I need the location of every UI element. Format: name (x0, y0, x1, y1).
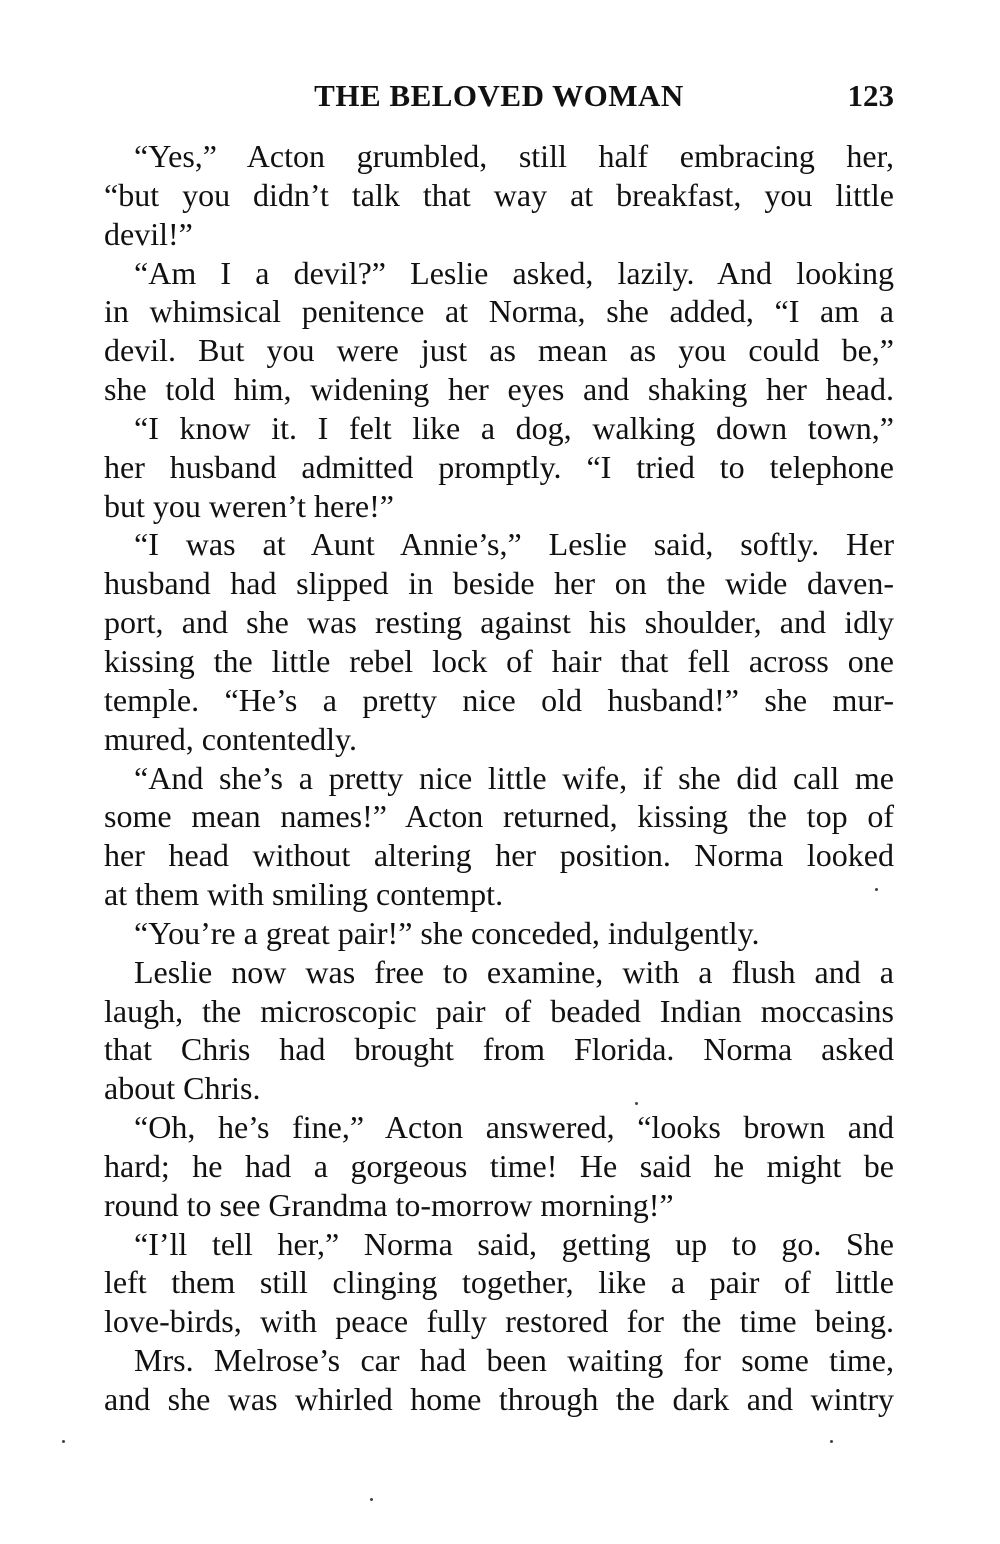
text-line: round to see Grandma to-morrow morning!” (104, 1186, 674, 1223)
text-line: that Chris had brought from Florida. Norma asked (104, 1031, 894, 1068)
text-line: husband had slipped in beside her on the wide daven- (104, 565, 894, 602)
text-line: and she was whirled home through the dark and wintry (104, 1381, 894, 1417)
body-text (104, 137, 894, 1419)
text-line: but you weren’t here!” (104, 487, 394, 524)
text-line: her husband admitted promptly. “I tried to telephone (104, 448, 894, 485)
scan-speck (635, 1102, 638, 1105)
running-head (104, 78, 894, 122)
text-line: Mrs. Melrose’s car had been waiting for some time, (134, 1342, 894, 1379)
text-line: about Chris. (104, 1070, 261, 1107)
text-line: her head without altering her position. Norma looked (104, 837, 894, 874)
text-line: mured, contentedly. (104, 720, 357, 757)
text-line: in whimsical penitence at Norma, she added, “I am a (104, 293, 894, 330)
text-line: devil. But you were just as mean as you could be,” (104, 332, 894, 369)
running-title: THE BELOVED WOMAN (314, 78, 684, 113)
text-line: “Am I a devil?” Leslie asked, lazily. And looking (134, 254, 894, 291)
text-line: love-birds, with peace fully restored for the time being. (104, 1303, 894, 1340)
text-line: temple. “He’s a pretty nice old husband!” she mur- (104, 681, 894, 718)
text-line: hard; he had a gorgeous time! He said he might be (104, 1147, 894, 1184)
text-line: she told him, widening her eyes and shaking her head. (104, 371, 894, 408)
text-line: “I’ll tell her,” Norma said, getting up to go. She (134, 1225, 894, 1262)
text-line: devil!” (104, 215, 193, 252)
text-line: laugh, the microscopic pair of beaded Indian moccasins (104, 992, 894, 1029)
text-line: some mean names!” Acton returned, kissing the top of (104, 798, 894, 835)
text-line: “I was at Aunt Annie’s,” Leslie said, softly. Her (134, 526, 894, 563)
scan-speck (370, 1498, 373, 1501)
text-line: “You’re a great pair!” she conceded, indulgently. (134, 914, 760, 951)
text-line: at them with smiling contempt. (104, 876, 504, 913)
text-line: “Oh, he’s fine,” Acton answered, “looks brown and (134, 1109, 894, 1146)
text-line: Leslie now was free to examine, with a flush and a (134, 953, 894, 990)
scan-speck (62, 1440, 65, 1443)
text-line: “Yes,” Acton grumbled, still half embracing her, (134, 138, 894, 174)
page-number: 123 (847, 78, 894, 113)
text-line: “but you didn’t talk that way at breakfast, you little (104, 176, 894, 213)
text-line: port, and she was resting against his shoulder, and idly (104, 604, 894, 641)
text-line: “And she’s a pretty nice little wife, if she did call me (134, 759, 894, 796)
text-line: kissing the little rebel lock of hair that fell across one (104, 642, 894, 679)
scan-speck (830, 1440, 833, 1443)
text-line: “I know it. I felt like a dog, walking down town,” (134, 409, 894, 446)
text-line: left them still clinging together, like a pair of little (104, 1264, 894, 1301)
scan-speck (875, 888, 878, 891)
